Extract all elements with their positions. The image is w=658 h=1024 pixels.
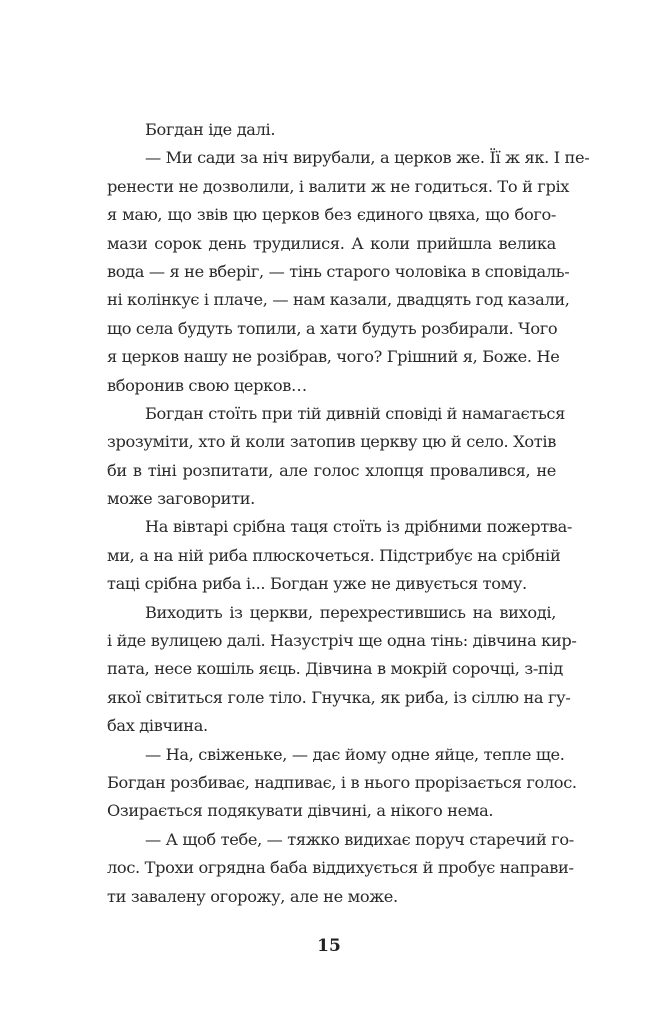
text-line: вборонив свою церков…: [107, 375, 307, 395]
text-line: що села будуть топили, а хати будуть розбирали. Чого: [107, 318, 558, 338]
text-line: мази сорок день трудилися. А коли прийшла велика: [107, 233, 556, 253]
text-line: зрозуміти, хто й коли затопив церкву цю й село. Хотів: [107, 432, 556, 452]
text-line: я церков нашу не розібрав, чого? Грішний я, Боже. Не: [107, 347, 560, 367]
text-line: — На, свіженьке, — дає йому одне яйце, тепле ще.: [145, 744, 565, 764]
text-line: — А щоб тебе, — тяжко видихає поруч старечий го-: [145, 829, 574, 849]
text-line: ренести не дозволили, і валити ж не годиться. То й гріх: [107, 176, 570, 196]
text-line: вода — я не вберіг, — тінь старого чоловіка в сповідаль-: [107, 261, 570, 281]
text-line: таці срібна риба і... Богдан уже не дивується тому.: [107, 574, 527, 594]
text-line: ні колінкує і плаче, — нам казали, двадцять год казали,: [107, 290, 570, 310]
text-line: ми, а на ній риба плюскочеться. Підстрибує на срібній: [107, 545, 561, 565]
text-line: лос. Трохи огрядна баба віддихується й пробує направи-: [107, 858, 574, 878]
text-line: бах дівчина.: [107, 716, 208, 736]
text-line: би в тіні розпитати, але голос хлопця провалився, не: [107, 460, 556, 480]
text-line: пата, несе кошіль яєць. Дівчина в мокрій сорочці, з-під: [107, 659, 563, 679]
text-line: може заговорити.: [107, 489, 255, 509]
text-line: Виходить із церкви, перехрестившись на виході,: [145, 602, 556, 622]
page-body-text: [107, 116, 590, 911]
text-line: я маю, що звів цю церков без єдиного цвяха, що бого-: [107, 205, 556, 225]
text-line: і йде вулицею далі. Назустріч ще одна тінь: дівчина кир-: [107, 631, 577, 651]
text-line: Богдан розбиває, надпиває, і в нього прорізається голос.: [107, 772, 577, 792]
text-line: Богдан стоїть при тій дивній сповіді й намагається: [145, 403, 565, 423]
text-line: Богдан іде далі.: [145, 120, 276, 139]
page-number: 15: [317, 936, 341, 956]
text-line: ти завалену огорожу, але не може.: [107, 886, 398, 906]
text-line: Озирається подякувати дівчині, а нікого нема.: [107, 801, 494, 821]
text-line: якої світиться голе тіло. Гнучка, як риба, із сіллю на гу-: [107, 687, 571, 707]
text-line: На вівтарі срібна таця стоїть із дрібними пожертва-: [145, 517, 572, 537]
text-line: — Ми сади за ніч вирубали, а церков же. Її ж як. І пе-: [145, 148, 590, 168]
